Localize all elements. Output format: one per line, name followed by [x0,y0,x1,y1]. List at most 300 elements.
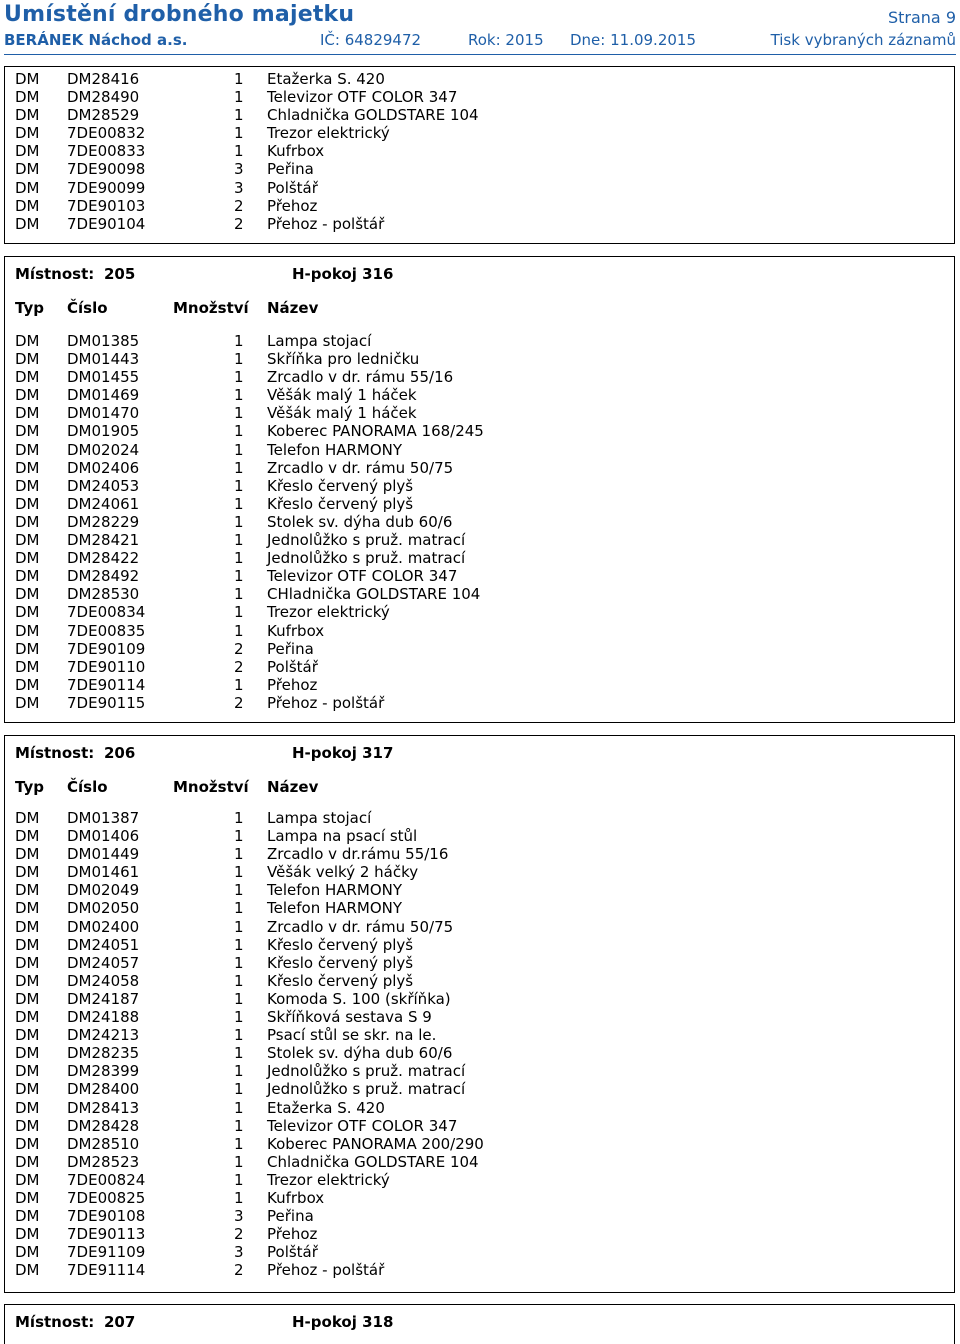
item-number: DM28235 [67,1044,140,1063]
report-date: Dne: 11.09.2015 [570,31,696,49]
item-type: DM [15,567,40,586]
table-row [15,1207,944,1225]
item-number: 7DE90098 [67,160,146,179]
item-number: 7DE00835 [67,621,146,640]
item-number: DM28530 [67,585,140,604]
item-number: DM28490 [67,88,140,107]
item-type: DM [15,603,40,622]
item-name: Telefon HARMONY [267,899,403,918]
item-number: DM24188 [67,1008,140,1027]
table-row [15,899,944,917]
table-row [15,954,944,972]
item-type: DM [15,693,40,712]
item-type: DM [15,917,40,936]
table-row [15,863,944,881]
report-year: Rok: 2015 [468,31,544,49]
table-row [15,585,944,603]
item-quantity: 2 [234,1225,244,1244]
item-quantity: 1 [234,567,244,586]
report-header-info [4,31,956,51]
table-row [15,1044,944,1062]
table-row [15,845,944,863]
item-quantity: 1 [234,953,244,972]
room-block-continued [4,66,955,244]
item-number: 7DE00824 [67,1170,146,1189]
item-number: 7DE00834 [67,603,146,622]
report-type: Tisk vybraných záznamů [770,31,956,49]
item-type: DM [15,512,40,531]
item-name: Chladnička GOLDSTARE 104 [267,1152,479,1171]
table-row [15,1062,944,1080]
item-quantity: 1 [234,899,244,918]
item-name: Koberec PANORAMA 168/245 [267,422,484,441]
item-type: DM [15,1044,40,1063]
item-number: DM02050 [67,899,140,918]
item-number: DM01461 [67,863,140,882]
item-quantity: 1 [234,549,244,568]
item-name: Kufrbox [267,142,325,161]
item-quantity: 1 [234,675,244,694]
item-name: Trezor elektrický [267,603,390,622]
item-number: 7DE00832 [67,124,146,143]
table-row [15,142,944,160]
item-name: Křeslo červený plyš [267,935,414,954]
item-number: DM28492 [67,567,140,586]
table-row [15,179,944,197]
item-name: Telefon HARMONY [267,881,403,900]
item-type: DM [15,1026,40,1045]
item-type: DM [15,585,40,604]
item-quantity: 3 [234,1243,244,1262]
item-number: DM28510 [67,1134,140,1153]
table-row [15,459,944,477]
table-row [15,936,944,954]
item-name: Televizor OTF COLOR 347 [267,1116,458,1135]
item-number: DM28229 [67,512,140,531]
room-name: H-pokoj 317 [292,744,394,762]
item-type: DM [15,1008,40,1027]
item-quantity: 1 [234,971,244,990]
table-row [15,1099,944,1117]
item-type: DM [15,1243,40,1262]
item-quantity: 2 [234,639,244,658]
table-row [15,1189,944,1207]
item-name: Peřina [267,1207,314,1226]
item-quantity: 1 [234,621,244,640]
item-quantity: 2 [234,657,244,676]
item-quantity: 2 [234,1261,244,1280]
item-type: DM [15,350,40,369]
item-type: DM [15,476,40,495]
table-row [15,1117,944,1135]
item-type: DM [15,863,40,882]
table-row [15,972,944,990]
item-name: CHladnička GOLDSTARE 104 [267,585,481,604]
item-quantity: 1 [234,585,244,604]
item-type: DM [15,1261,40,1280]
item-number: DM28422 [67,549,140,568]
table-row [15,881,944,899]
col-nazev: Název [267,778,319,796]
item-number: 7DE90113 [67,1225,146,1244]
item-name: Přehoz - polštář [267,1261,385,1280]
item-number: DM01406 [67,827,140,846]
table-row [15,531,944,549]
item-number: DM02406 [67,458,140,477]
item-name: Peřina [267,160,314,179]
item-number: DM01385 [67,332,140,350]
item-number: 7DE91109 [67,1243,146,1262]
item-type: DM [15,953,40,972]
table-row [15,1261,944,1279]
item-name: Polštář [267,1243,318,1262]
item-type: DM [15,809,40,827]
room-number: 205 [104,265,136,283]
table-row [15,1225,944,1243]
item-name: Jednolůžko s pruž. matrací [267,1080,466,1099]
item-quantity: 1 [234,935,244,954]
item-number: DM01449 [67,845,140,864]
item-number: DM01443 [67,350,140,369]
item-number: DM24057 [67,953,140,972]
item-name: Věšák malý 1 háček [267,404,417,423]
item-name: Lampa stojací [267,332,372,350]
item-name: Koberec PANORAMA 200/290 [267,1134,484,1153]
item-type: DM [15,440,40,459]
room-block-206 [4,735,955,1293]
table-row [15,567,944,585]
room-label: Místnost: [15,744,95,762]
col-typ: Typ [15,778,44,796]
item-name: Přehoz [267,196,318,215]
item-number: DM28523 [67,1152,140,1171]
item-type: DM [15,549,40,568]
item-number: DM24058 [67,971,140,990]
item-type: DM [15,386,40,405]
item-type: DM [15,142,40,161]
table-row [15,215,944,233]
item-name: Kufrbox [267,1188,325,1207]
item-name: Polštář [267,657,318,676]
item-quantity: 1 [234,989,244,1008]
item-type: DM [15,458,40,477]
table-row [15,1080,944,1098]
item-quantity: 1 [234,1152,244,1171]
item-type: DM [15,639,40,658]
item-type: DM [15,404,40,423]
item-type: DM [15,368,40,387]
col-cislo: Číslo [67,778,108,796]
room-number: 207 [104,1313,136,1331]
item-type: DM [15,657,40,676]
item-quantity: 1 [234,1062,244,1081]
item-quantity: 1 [234,142,244,161]
item-quantity: 1 [234,88,244,107]
item-rows [15,809,944,1279]
item-quantity: 1 [234,440,244,459]
item-number: DM28413 [67,1098,140,1117]
item-quantity: 1 [234,404,244,423]
item-quantity: 1 [234,70,244,88]
item-number: 7DE00833 [67,142,146,161]
item-number: DM28400 [67,1080,140,1099]
col-mnozstvi: Množství [173,778,249,796]
table-row [15,640,944,658]
table-row [15,404,944,422]
table-row [15,622,944,640]
item-type: DM [15,1062,40,1081]
item-type: DM [15,1152,40,1171]
item-name: Stolek sv. dýha dub 60/6 [267,512,453,531]
item-type: DM [15,1134,40,1153]
item-number: DM01470 [67,404,140,423]
item-quantity: 3 [234,160,244,179]
item-quantity: 1 [234,845,244,864]
table-row [15,676,944,694]
item-number: 7DE90114 [67,675,146,694]
item-name: Zrcadlo v dr. rámu 55/16 [267,368,454,387]
item-type: DM [15,124,40,143]
item-quantity: 1 [234,458,244,477]
item-type: DM [15,899,40,918]
item-quantity: 1 [234,124,244,143]
item-name: Lampa stojací [267,809,372,827]
item-type: DM [15,70,40,88]
item-quantity: 2 [234,196,244,215]
item-number: 7DE00825 [67,1188,146,1207]
item-number: 7DE90099 [67,178,146,197]
table-row [15,827,944,845]
item-quantity: 1 [234,1080,244,1099]
room-name: H-pokoj 316 [292,265,394,283]
item-quantity: 1 [234,332,244,350]
item-number: 7DE90115 [67,693,146,712]
table-row [15,106,944,124]
item-number: DM24051 [67,935,140,954]
item-number: DM24053 [67,476,140,495]
item-number: DM24213 [67,1026,140,1045]
item-number: DM28421 [67,531,140,550]
table-row [15,1243,944,1261]
item-name: Komoda S. 100 (skříňka) [267,989,451,1008]
item-name: Přehoz [267,1225,318,1244]
item-type: DM [15,621,40,640]
item-number: DM02024 [67,440,140,459]
item-name: Jednolůžko s pruž. matrací [267,1062,466,1081]
room-name: H-pokoj 318 [292,1313,394,1331]
item-type: DM [15,675,40,694]
item-name: Chladnička GOLDSTARE 104 [267,106,479,125]
col-cislo: Číslo [67,299,108,317]
item-number: 7DE90103 [67,196,146,215]
item-name: Jednolůžko s pruž. matrací [267,549,466,568]
item-type: DM [15,178,40,197]
item-number: DM24187 [67,989,140,1008]
item-number: DM01387 [67,809,140,827]
item-quantity: 1 [234,1188,244,1207]
header-divider [4,54,956,55]
item-quantity: 1 [234,1008,244,1027]
table-row [15,88,944,106]
item-name: Křeslo červený plyš [267,971,414,990]
table-row [15,441,944,459]
item-number: DM02400 [67,917,140,936]
item-number: 7DE90110 [67,657,146,676]
item-rows [15,332,944,712]
item-number: 7DE90109 [67,639,146,658]
item-type: DM [15,1098,40,1117]
item-quantity: 1 [234,422,244,441]
item-name: Křeslo červený plyš [267,476,414,495]
item-type: DM [15,827,40,846]
table-row [15,368,944,386]
item-number: DM01455 [67,368,140,387]
item-name: Jednolůžko s pruž. matrací [267,531,466,550]
item-number: DM02049 [67,881,140,900]
item-quantity: 1 [234,863,244,882]
item-type: DM [15,531,40,550]
item-name: Trezor elektrický [267,1170,390,1189]
item-quantity: 1 [234,531,244,550]
item-name: Přehoz [267,675,318,694]
item-type: DM [15,494,40,513]
table-row [15,70,944,88]
item-name: Skříňková sestava S 9 [267,1008,432,1027]
item-name: Křeslo červený plyš [267,494,414,513]
item-number: DM28428 [67,1116,140,1135]
item-type: DM [15,971,40,990]
table-row [15,694,944,712]
item-number: DM28399 [67,1062,140,1081]
item-type: DM [15,881,40,900]
item-quantity: 1 [234,1026,244,1045]
item-name: Zrcadlo v dr. rámu 50/75 [267,458,454,477]
item-number: 7DE90104 [67,214,146,233]
item-number: DM01469 [67,386,140,405]
item-name: Zrcadlo v dr.rámu 55/16 [267,845,449,864]
item-type: DM [15,1225,40,1244]
table-row [15,332,944,350]
table-row [15,603,944,621]
table-row [15,350,944,368]
item-type: DM [15,88,40,107]
item-quantity: 1 [234,1116,244,1135]
item-number: DM24061 [67,494,140,513]
item-quantity: 1 [234,1134,244,1153]
item-name: Etažerka S. 420 [267,70,385,88]
item-name: Psací stůl se skr. na le. [267,1026,437,1045]
table-row [15,1008,944,1026]
item-name: Kufrbox [267,621,325,640]
item-name: Křeslo červený plyš [267,953,414,972]
table-row [15,809,944,827]
report-title: Umístění drobného majetku [4,2,355,27]
item-quantity: 3 [234,1207,244,1226]
item-name: Skříňka pro ledničku [267,350,420,369]
page-number: Strana 9 [887,8,956,27]
item-type: DM [15,422,40,441]
table-row [15,197,944,215]
room-block-207 [4,1304,955,1344]
item-number: DM28416 [67,70,140,88]
col-nazev: Název [267,299,319,317]
item-name: Trezor elektrický [267,124,390,143]
room-block-205 [4,256,955,723]
item-quantity: 1 [234,350,244,369]
table-row [15,477,944,495]
item-quantity: 1 [234,494,244,513]
item-type: DM [15,845,40,864]
item-name: Telefon HARMONY [267,440,403,459]
col-typ: Typ [15,299,44,317]
item-quantity: 1 [234,917,244,936]
table-row [15,160,944,178]
col-mnozstvi: Množství [173,299,249,317]
item-quantity: 1 [234,1098,244,1117]
item-number: DM28529 [67,106,140,125]
table-row [15,386,944,404]
table-row [15,513,944,531]
item-quantity: 1 [234,512,244,531]
item-quantity: 1 [234,809,244,827]
item-name: Přehoz - polštář [267,214,385,233]
item-name: Televizor OTF COLOR 347 [267,88,458,107]
table-row [15,918,944,936]
item-type: DM [15,989,40,1008]
item-quantity: 1 [234,881,244,900]
item-name: Polštář [267,178,318,197]
item-type: DM [15,332,40,350]
item-quantity: 2 [234,693,244,712]
item-type: DM [15,1188,40,1207]
item-quantity: 1 [234,106,244,125]
item-type: DM [15,106,40,125]
item-quantity: 2 [234,214,244,233]
item-type: DM [15,1116,40,1135]
item-type: DM [15,935,40,954]
company-name: BERÁNEK Náchod a.s. [4,31,188,49]
item-name: Stolek sv. dýha dub 60/6 [267,1044,453,1063]
table-row [15,124,944,142]
table-row [15,1026,944,1044]
item-quantity: 1 [234,476,244,495]
table-row [15,422,944,440]
item-quantity: 1 [234,827,244,846]
table-row [15,1135,944,1153]
item-type: DM [15,1207,40,1226]
item-name: Zrcadlo v dr. rámu 50/75 [267,917,454,936]
item-quantity: 1 [234,368,244,387]
item-name: Přehoz - polštář [267,693,385,712]
item-type: DM [15,214,40,233]
item-name: Peřina [267,639,314,658]
table-row [15,1171,944,1189]
item-number: DM01905 [67,422,140,441]
table-row [15,495,944,513]
item-number: 7DE90108 [67,1207,146,1226]
company-id: IČ: 64829472 [320,31,422,49]
item-type: DM [15,1170,40,1189]
table-row [15,990,944,1008]
item-name: Věšák velký 2 háčky [267,863,419,882]
item-name: Etažerka S. 420 [267,1098,385,1117]
item-name: Lampa na psací stůl [267,827,418,846]
table-row [15,549,944,567]
room-label: Místnost: [15,1313,95,1331]
item-quantity: 1 [234,386,244,405]
item-quantity: 1 [234,603,244,622]
item-name: Televizor OTF COLOR 347 [267,567,458,586]
